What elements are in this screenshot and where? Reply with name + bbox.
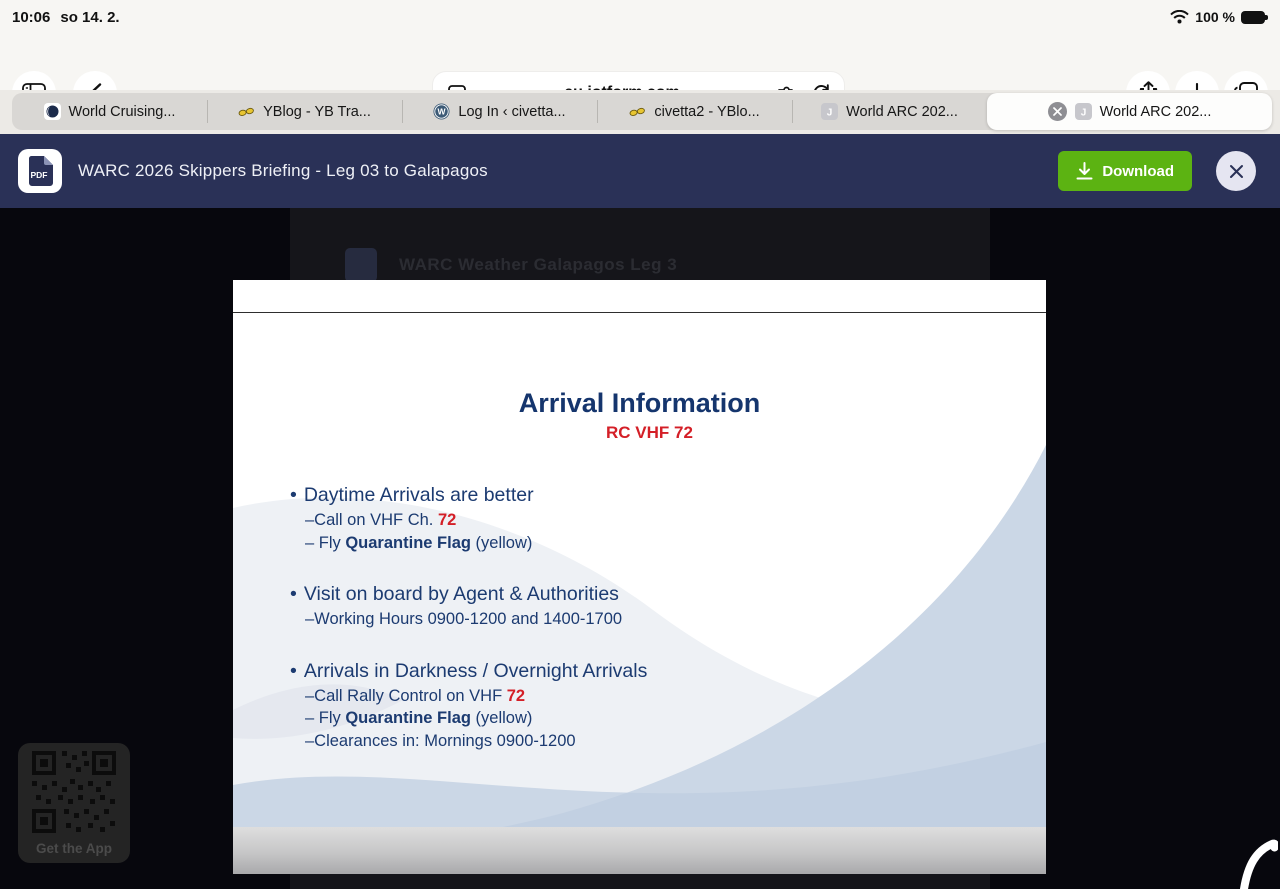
tab-world-arc-2-active[interactable] bbox=[987, 93, 1272, 130]
bullet-sub: –Clearances in: Mornings 0900-1200 bbox=[305, 731, 576, 750]
battery-percent: 100 % bbox=[1195, 9, 1235, 25]
svg-text:W: W bbox=[437, 106, 446, 117]
world-cruising-favicon bbox=[44, 103, 61, 120]
jotform-favicon bbox=[1075, 103, 1092, 120]
tab-label: Log In ‹ civetta... bbox=[458, 103, 566, 120]
wordpress-favicon bbox=[433, 103, 450, 120]
document-title: WARC 2026 Skippers Briefing - Leg 03 to Galapagos bbox=[78, 161, 488, 180]
tab-login-civetta[interactable] bbox=[402, 93, 597, 130]
tab-yblog[interactable] bbox=[207, 93, 402, 130]
tab-label: YBlog - YB Tra... bbox=[263, 103, 371, 120]
qr-caption: Get the App bbox=[36, 841, 112, 856]
slide-bullet-list bbox=[290, 482, 950, 779]
bullet-sub: –Call on VHF Ch. 72 bbox=[305, 511, 457, 529]
download-icon bbox=[1076, 162, 1093, 180]
clock: 10:06 bbox=[12, 8, 51, 26]
qr-code bbox=[32, 751, 116, 833]
tab-label: civetta2 - YBlo... bbox=[654, 103, 760, 120]
battery-icon bbox=[1241, 11, 1268, 24]
tab-label: World ARC 202... bbox=[846, 103, 958, 120]
svg-text:PDF: PDF bbox=[30, 170, 48, 180]
close-viewer-button[interactable] bbox=[1216, 151, 1256, 191]
svg-text:J: J bbox=[826, 107, 833, 119]
pdf-viewer-header bbox=[0, 134, 1280, 208]
svg-text:J: J bbox=[1080, 107, 1086, 119]
get-the-app-qr-card bbox=[18, 743, 130, 863]
tab-label: World Cruising... bbox=[68, 103, 176, 120]
date: so 14. 2. bbox=[60, 8, 120, 26]
slide-bottom-bar bbox=[233, 827, 1046, 874]
close-icon bbox=[1053, 107, 1062, 116]
dimmed-document-title: WARC Weather Galapagos Leg 3 bbox=[399, 255, 678, 274]
bullet-sub: –Working Hours 0900-1200 and 1400-1700 bbox=[305, 610, 623, 628]
pdf-slide-page bbox=[233, 280, 1046, 874]
tab-close-button[interactable] bbox=[1048, 102, 1067, 121]
pdf-file-icon bbox=[18, 149, 62, 193]
tab-bar bbox=[0, 90, 1280, 134]
jotform-favicon bbox=[821, 103, 838, 120]
dimmed-document-row bbox=[345, 248, 677, 282]
tab-label: World ARC 202... bbox=[1099, 103, 1212, 120]
yb-favicon bbox=[238, 103, 255, 120]
jotform-corner-logo-icon bbox=[1222, 819, 1278, 889]
dimmed-pdf-icon bbox=[345, 248, 377, 282]
slide-subtitle: RC VHF 72 bbox=[606, 423, 693, 442]
status-bar bbox=[0, 0, 1280, 34]
bullet-sub: –Call Rally Control on VHF 72 bbox=[305, 686, 526, 705]
browser-toolbar bbox=[0, 34, 1280, 90]
viewer-content-area bbox=[0, 208, 1280, 889]
download-button[interactable] bbox=[1058, 151, 1192, 191]
bullet-group-visit bbox=[290, 581, 950, 631]
bullet-sub: – Fly Quarantine Flag (yellow) bbox=[305, 709, 533, 727]
bullet-sub: – Fly Quarantine Flag (yellow) bbox=[305, 533, 533, 552]
bullet-main: • Visit on board by Agent & Authorities bbox=[290, 583, 619, 605]
tab-civetta2[interactable] bbox=[597, 93, 792, 130]
bullet-group-darkness bbox=[290, 658, 950, 753]
tab-world-cruising[interactable] bbox=[12, 93, 207, 130]
bullet-main: • Daytime Arrivals are better bbox=[290, 484, 534, 506]
slide-title: Arrival Information bbox=[518, 388, 761, 418]
bullet-main: • Arrivals in Darkness / Overnight Arrivals bbox=[290, 659, 648, 682]
yb-favicon bbox=[629, 103, 646, 120]
bullet-group-daytime bbox=[290, 482, 950, 554]
slide-top-rule bbox=[233, 312, 1046, 313]
tab-world-arc-1[interactable] bbox=[792, 93, 987, 130]
close-icon bbox=[1229, 164, 1244, 179]
wifi-icon bbox=[1170, 10, 1189, 24]
download-label: Download bbox=[1102, 162, 1174, 180]
